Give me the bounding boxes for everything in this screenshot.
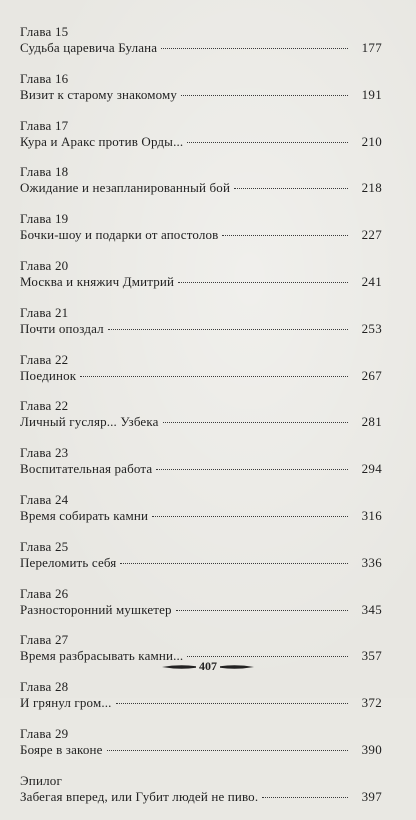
page-number: 336 <box>361 554 382 570</box>
chapter-title: Почти опоздал <box>20 320 104 336</box>
toc-entry <box>20 586 382 633</box>
dot-leader <box>156 469 348 470</box>
dot-leader <box>234 188 348 189</box>
toc-row <box>20 508 382 524</box>
toc-entry <box>20 398 382 445</box>
chapter-title: Личный гусляр... Узбека <box>20 414 159 430</box>
dot-leader <box>187 142 348 143</box>
toc-row <box>20 789 382 805</box>
toc-entry <box>20 445 382 492</box>
page-number: 210 <box>361 133 382 149</box>
toc-row <box>20 227 382 243</box>
chapter-title: Москва и княжич Дмитрий <box>20 273 175 289</box>
chapter-heading: Глава 28 <box>20 679 69 695</box>
page-number: 218 <box>361 180 382 196</box>
toc-row <box>20 368 382 384</box>
toc-entry <box>20 24 382 71</box>
dot-leader <box>187 656 348 657</box>
chapter-heading: Глава 15 <box>20 24 69 39</box>
toc-row <box>20 87 382 103</box>
dot-leader <box>161 48 348 49</box>
toc-entry <box>20 539 382 586</box>
chapter-title: Время собирать камни <box>20 507 149 523</box>
folio-number: 407 <box>199 659 217 673</box>
page-number: 294 <box>361 461 382 477</box>
toc-row <box>20 742 382 758</box>
chapter-title: Забегая вперед, или Губит людей не пиво. <box>20 788 259 804</box>
chapter-title: Ожидание и незапланированный бой <box>20 180 231 196</box>
toc-entry <box>20 773 382 820</box>
page-number: 390 <box>361 741 382 757</box>
page-number: 267 <box>361 367 382 383</box>
chapter-heading: Глава 20 <box>20 257 69 273</box>
page-number: 241 <box>361 273 382 289</box>
page-footer <box>0 659 416 674</box>
toc-entry <box>20 305 382 352</box>
toc-entry <box>20 164 382 211</box>
chapter-heading: Глава 18 <box>20 164 69 180</box>
page-number: 191 <box>361 86 382 102</box>
toc-entry <box>20 71 382 118</box>
chapter-heading: Глава 29 <box>20 725 69 741</box>
dot-leader <box>163 422 348 423</box>
dot-leader <box>222 235 348 236</box>
chapter-heading: Глава 24 <box>20 491 69 507</box>
dot-leader <box>181 95 348 96</box>
toc-row <box>20 555 382 571</box>
toc-row <box>20 321 382 337</box>
page-number: 177 <box>361 40 382 55</box>
page-number: 357 <box>361 648 382 664</box>
chapter-heading: Глава 25 <box>20 538 69 554</box>
dot-leader <box>108 329 348 330</box>
page-number: 253 <box>361 320 382 336</box>
flourish-right-icon <box>220 663 254 671</box>
toc-row <box>20 40 382 56</box>
chapter-heading: Глава 27 <box>20 632 69 648</box>
toc-entry <box>20 492 382 539</box>
chapter-title: Бочки-шоу и подарки от апостолов <box>20 227 219 243</box>
toc-entry <box>20 211 382 258</box>
page-number: 316 <box>361 507 382 523</box>
chapter-title: Время разбрасывать камни... <box>20 648 184 664</box>
dot-leader <box>80 376 348 377</box>
chapter-heading: Глава 16 <box>20 70 69 86</box>
toc-row <box>20 274 382 290</box>
toc-row <box>20 461 382 477</box>
epilogue-heading: Эпилог <box>20 772 63 788</box>
dot-leader <box>262 797 348 798</box>
flourish-left-icon <box>162 663 196 671</box>
toc-entry <box>20 679 382 726</box>
chapter-title: Разносторонний мушкетер <box>20 601 172 617</box>
chapter-title: Визит к старому знакомому <box>20 86 178 102</box>
dot-leader <box>152 516 348 517</box>
table-of-contents <box>20 24 382 820</box>
chapter-title: Судьба царевича Булана <box>20 40 158 55</box>
toc-row <box>20 602 382 618</box>
chapter-title: Кура и Аракс против Орды... <box>20 133 184 149</box>
toc-row <box>20 414 382 430</box>
dot-leader <box>107 750 349 751</box>
dot-leader <box>120 563 348 564</box>
toc-entry <box>20 118 382 165</box>
chapter-title: Бояре в законе <box>20 741 103 757</box>
toc-entry <box>20 352 382 399</box>
page-number: 227 <box>361 227 382 243</box>
dot-leader <box>178 282 348 283</box>
toc-row <box>20 180 382 196</box>
page-number: 372 <box>361 695 382 711</box>
toc-row <box>20 134 382 150</box>
chapter-heading: Глава 21 <box>20 304 69 320</box>
dot-leader <box>176 610 348 611</box>
chapter-title: Воспитательная работа <box>20 461 153 477</box>
chapter-title: Переломить себя <box>20 554 117 570</box>
chapter-heading: Глава 22 <box>20 398 69 414</box>
chapter-title: И грянул гром... <box>20 695 112 711</box>
chapter-heading: Глава 26 <box>20 585 69 601</box>
page-number: 345 <box>361 601 382 617</box>
toc-entry <box>20 726 382 773</box>
chapter-heading: Глава 22 <box>20 351 69 367</box>
page-number: 397 <box>361 788 382 804</box>
chapter-heading: Глава 23 <box>20 445 69 461</box>
chapter-heading: Глава 17 <box>20 117 69 133</box>
toc-entry <box>20 258 382 305</box>
page-number: 281 <box>361 414 382 430</box>
chapter-title: Поединок <box>20 367 77 383</box>
chapter-heading: Глава 19 <box>20 211 69 227</box>
dot-leader <box>116 703 348 704</box>
